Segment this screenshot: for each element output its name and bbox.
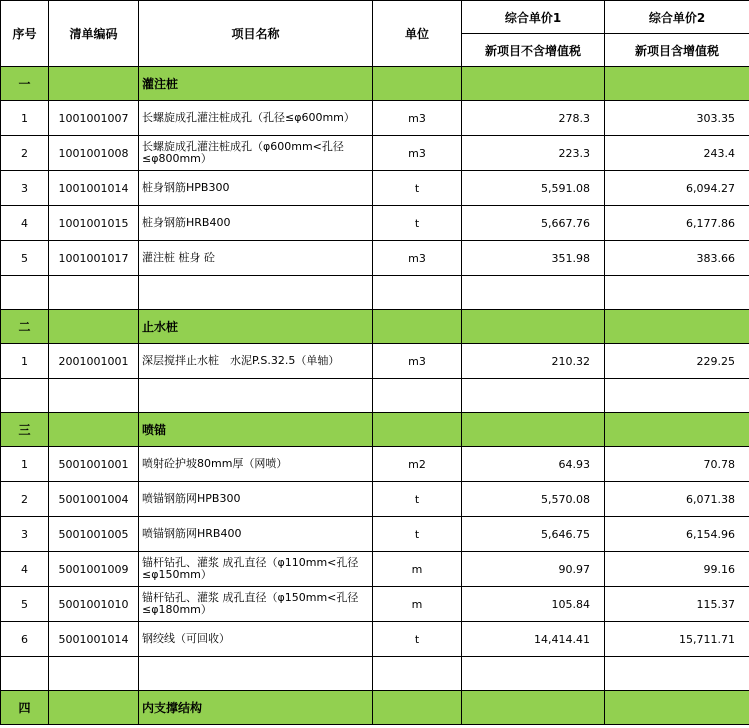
row-name: 深层搅拌止水桩 水泥P.S.32.5（单轴）: [139, 344, 373, 379]
blank-row: [1, 657, 749, 691]
row-unit: m3: [373, 101, 462, 136]
row-name: 桩身钢筋HRB400: [139, 206, 373, 241]
row-name: 长螺旋成孔灌注桩成孔（孔径≤φ600mm）: [139, 101, 373, 136]
group-code: [49, 413, 139, 447]
row-price1: 278.3: [462, 101, 605, 136]
group-seq: 一: [1, 67, 49, 101]
row-price2: 229.25: [605, 344, 749, 379]
group-price1: [462, 691, 605, 725]
row-price2: 115.37: [605, 587, 749, 622]
row-seq: 2: [1, 482, 49, 517]
row-price2: 6,071.38: [605, 482, 749, 517]
group-seq: 二: [1, 310, 49, 344]
group-code: [49, 67, 139, 101]
row-price2: 6,177.86: [605, 206, 749, 241]
group-name: 喷锚: [139, 413, 373, 447]
blank-cell: [1, 657, 49, 691]
row-price1: 5,667.76: [462, 206, 605, 241]
row-price1: 5,646.75: [462, 517, 605, 552]
row-seq: 1: [1, 344, 49, 379]
blank-cell: [1, 379, 49, 413]
row-code: 5001001005: [49, 517, 139, 552]
table-row: [1, 241, 749, 276]
group-price1: [462, 310, 605, 344]
row-price1: 105.84: [462, 587, 605, 622]
blank-cell: [605, 657, 749, 691]
row-price1: 210.32: [462, 344, 605, 379]
table-row: [1, 136, 749, 171]
row-code: 1001001014: [49, 171, 139, 206]
table-row: [1, 447, 749, 482]
row-price2: 6,094.27: [605, 171, 749, 206]
blank-cell: [139, 657, 373, 691]
row-price1: 223.3: [462, 136, 605, 171]
group-name: 内支撑结构: [139, 691, 373, 725]
row-seq: 4: [1, 206, 49, 241]
row-code: 5001001014: [49, 622, 139, 657]
header-unit: 单位: [373, 1, 462, 67]
row-price1: 14,414.41: [462, 622, 605, 657]
row-seq: 2: [1, 136, 49, 171]
header-name: 项目名称: [139, 1, 373, 67]
group-price2: [605, 413, 749, 447]
row-unit: m: [373, 552, 462, 587]
row-unit: m3: [373, 344, 462, 379]
group-row: [1, 691, 749, 725]
blank-cell: [49, 379, 139, 413]
group-name: 灌注桩: [139, 67, 373, 101]
group-price2: [605, 691, 749, 725]
row-price2: 15,711.71: [605, 622, 749, 657]
header-row: [1, 1, 749, 34]
row-price2: 383.66: [605, 241, 749, 276]
blank-cell: [462, 379, 605, 413]
group-row: [1, 413, 749, 447]
group-price1: [462, 413, 605, 447]
table-row: [1, 587, 749, 622]
blank-cell: [373, 379, 462, 413]
group-seq: 三: [1, 413, 49, 447]
row-price1: 5,591.08: [462, 171, 605, 206]
row-unit: m3: [373, 241, 462, 276]
row-price2: 70.78: [605, 447, 749, 482]
table-row: [1, 552, 749, 587]
group-price2: [605, 310, 749, 344]
header-price1-sub: 新项目不含增值税: [462, 34, 605, 67]
header-code: 清单编码: [49, 1, 139, 67]
blank-cell: [1, 276, 49, 310]
table-row: [1, 517, 749, 552]
row-name: 锚杆钻孔、灌浆 成孔直径（φ110mm<孔径≤φ150mm）: [139, 552, 373, 587]
table-row: [1, 171, 749, 206]
row-name: 长螺旋成孔灌注桩成孔（φ600mm<孔径≤φ800mm）: [139, 136, 373, 171]
group-price1: [462, 67, 605, 101]
blank-cell: [49, 276, 139, 310]
header-seq: 序号: [1, 1, 49, 67]
row-code: 5001001004: [49, 482, 139, 517]
blank-cell: [605, 379, 749, 413]
header-price2: 综合单价2: [605, 1, 749, 34]
table-body: [1, 67, 749, 725]
row-code: 1001001007: [49, 101, 139, 136]
blank-cell: [605, 276, 749, 310]
group-code: [49, 691, 139, 725]
row-unit: t: [373, 482, 462, 517]
header-price2-sub: 新项目含增值税: [605, 34, 749, 67]
row-seq: 1: [1, 447, 49, 482]
blank-cell: [139, 379, 373, 413]
row-name: 桩身钢筋HPB300: [139, 171, 373, 206]
row-seq: 1: [1, 101, 49, 136]
group-name: 止水桩: [139, 310, 373, 344]
table-row: [1, 622, 749, 657]
row-name: 喷锚钢筋网HPB300: [139, 482, 373, 517]
group-code: [49, 310, 139, 344]
row-name: 喷射砼护坡80mm厚（网喷）: [139, 447, 373, 482]
row-code: 1001001015: [49, 206, 139, 241]
row-price1: 90.97: [462, 552, 605, 587]
row-code: 5001001009: [49, 552, 139, 587]
row-price2: 243.4: [605, 136, 749, 171]
table-row: [1, 101, 749, 136]
row-seq: 5: [1, 241, 49, 276]
group-unit: [373, 67, 462, 101]
row-price1: 351.98: [462, 241, 605, 276]
row-name: 灌注桩 桩身 砼: [139, 241, 373, 276]
group-row: [1, 310, 749, 344]
row-code: 5001001001: [49, 447, 139, 482]
blank-cell: [462, 276, 605, 310]
group-unit: [373, 691, 462, 725]
row-price1: 5,570.08: [462, 482, 605, 517]
row-seq: 4: [1, 552, 49, 587]
group-price2: [605, 67, 749, 101]
row-unit: t: [373, 517, 462, 552]
group-seq: 四: [1, 691, 49, 725]
row-seq: 3: [1, 171, 49, 206]
row-name: 钢绞线（可回收）: [139, 622, 373, 657]
group-unit: [373, 310, 462, 344]
blank-cell: [373, 657, 462, 691]
row-price1: 64.93: [462, 447, 605, 482]
row-price2: 303.35: [605, 101, 749, 136]
row-code: 1001001017: [49, 241, 139, 276]
table-row: [1, 206, 749, 241]
row-name: 喷锚钢筋网HRB400: [139, 517, 373, 552]
table-row: [1, 482, 749, 517]
blank-cell: [49, 657, 139, 691]
blank-cell: [139, 276, 373, 310]
row-code: 1001001008: [49, 136, 139, 171]
row-name: 锚杆钻孔、灌浆 成孔直径（φ150mm<孔径≤φ180mm）: [139, 587, 373, 622]
row-unit: m: [373, 587, 462, 622]
row-price2: 6,154.96: [605, 517, 749, 552]
row-seq: 3: [1, 517, 49, 552]
row-code: 5001001010: [49, 587, 139, 622]
header-price1: 综合单价1: [462, 1, 605, 34]
row-price2: 99.16: [605, 552, 749, 587]
row-unit: m3: [373, 136, 462, 171]
group-unit: [373, 413, 462, 447]
row-code: 2001001001: [49, 344, 139, 379]
table-row: [1, 344, 749, 379]
row-unit: t: [373, 206, 462, 241]
row-unit: t: [373, 171, 462, 206]
blank-cell: [373, 276, 462, 310]
blank-row: [1, 276, 749, 310]
row-seq: 5: [1, 587, 49, 622]
row-unit: t: [373, 622, 462, 657]
row-unit: m2: [373, 447, 462, 482]
group-row: [1, 67, 749, 101]
blank-row: [1, 379, 749, 413]
row-seq: 6: [1, 622, 49, 657]
blank-cell: [462, 657, 605, 691]
